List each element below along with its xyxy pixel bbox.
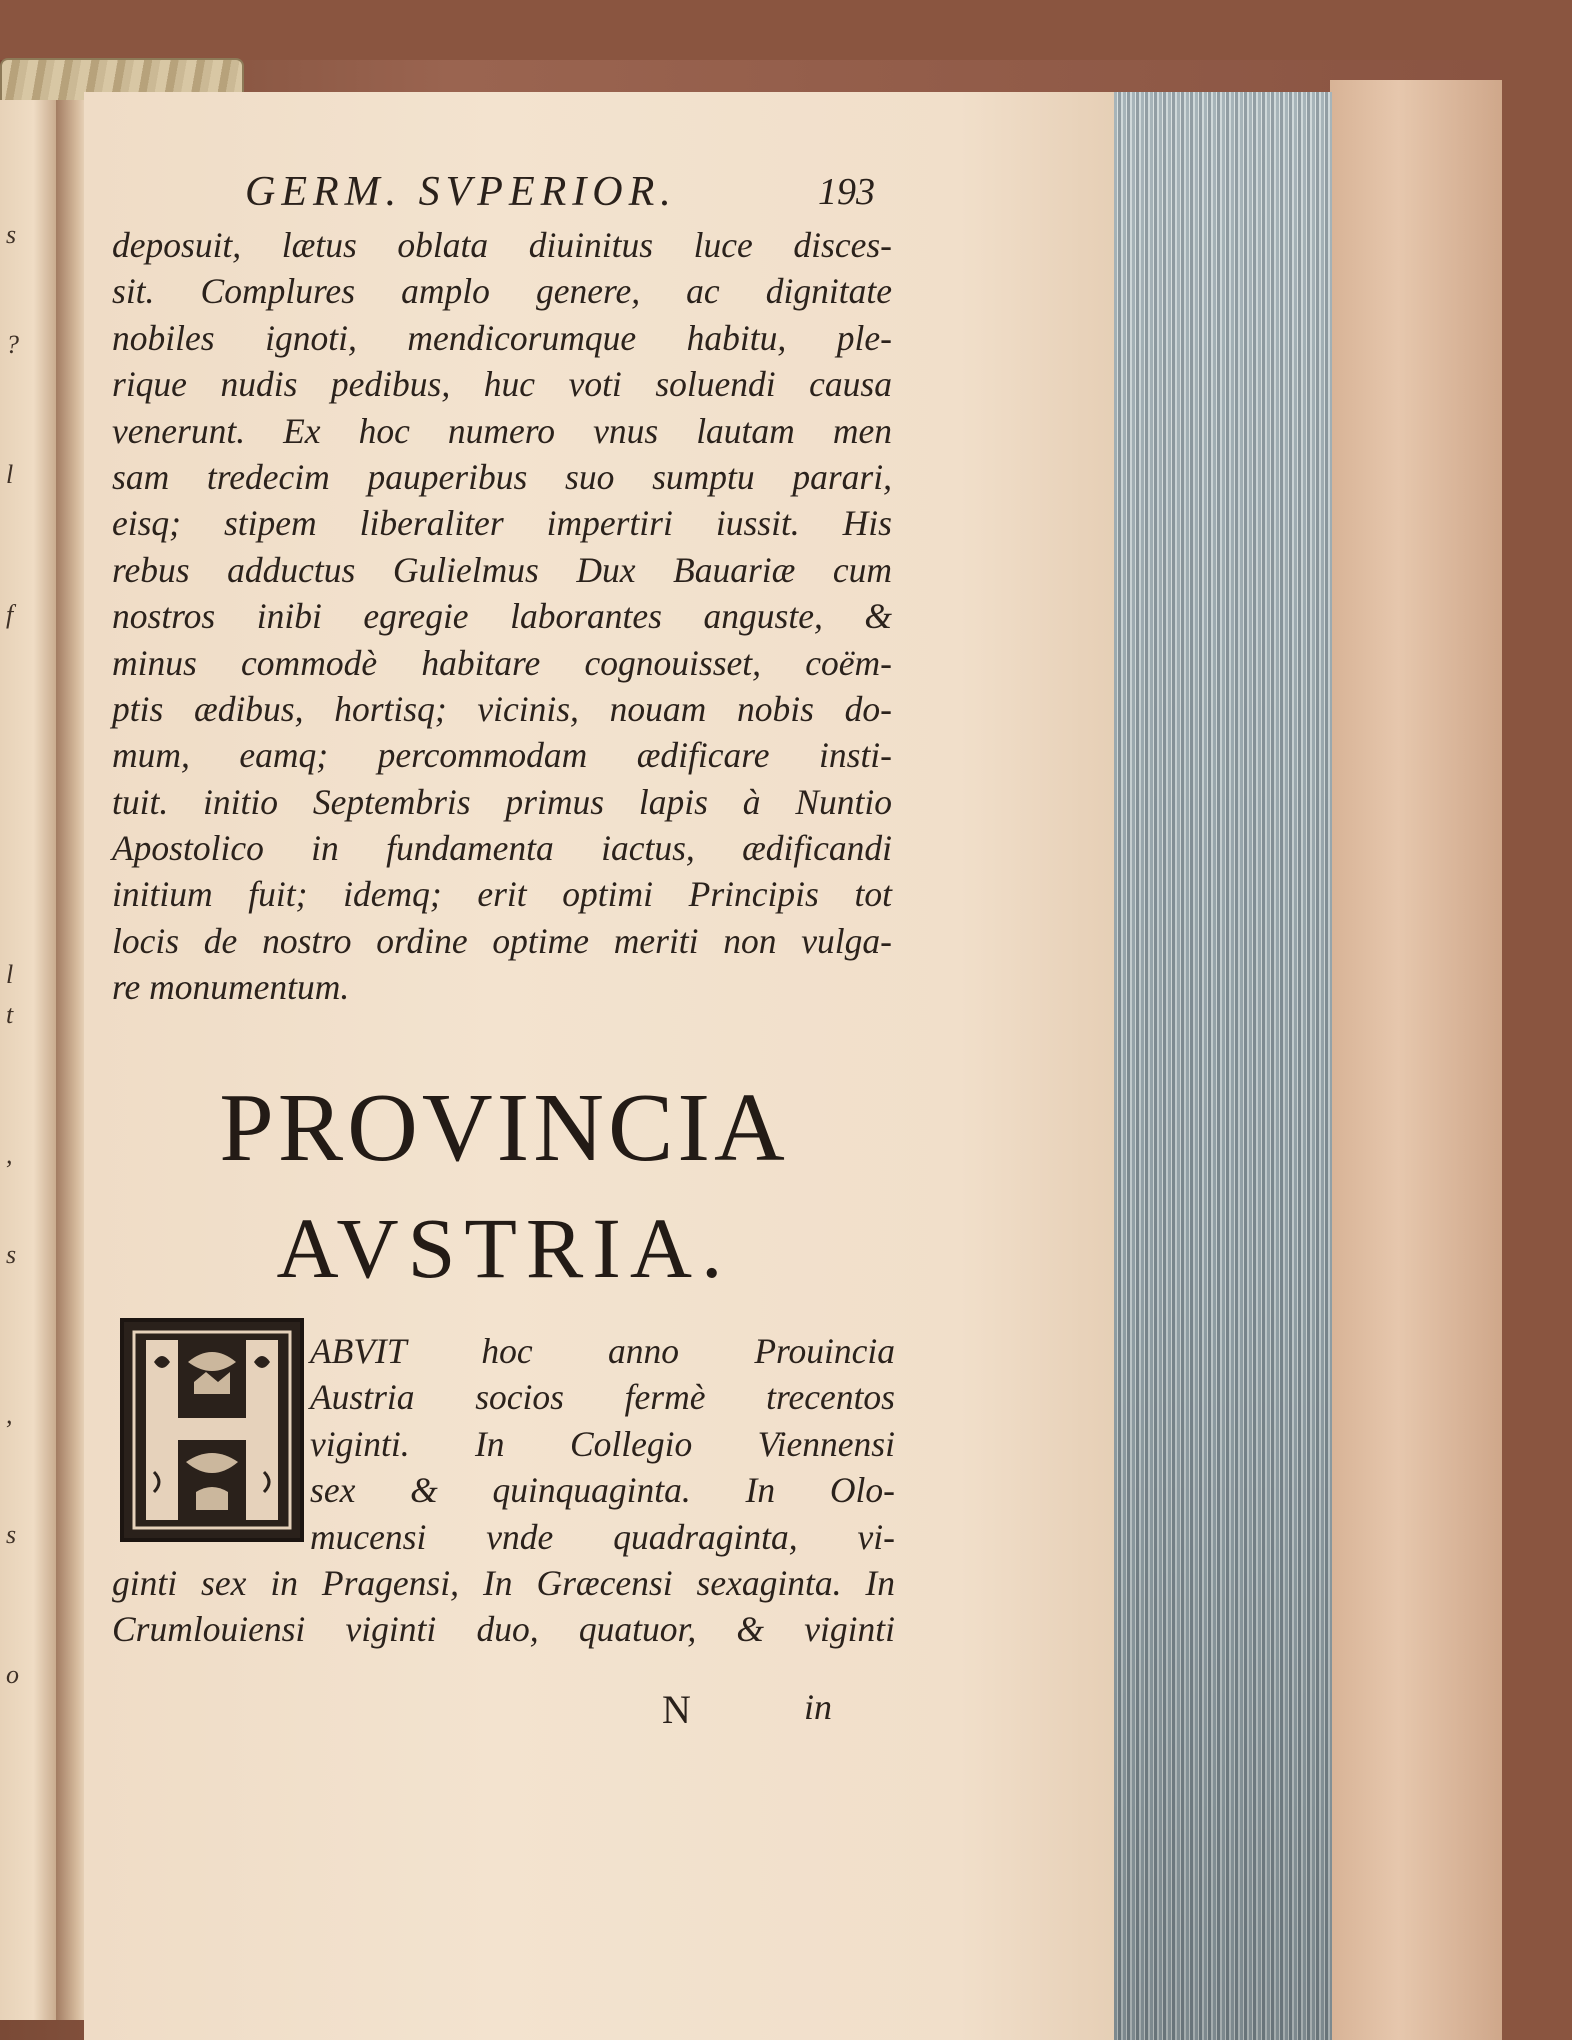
- page-header: [120, 168, 920, 228]
- text-line: nobiles ignoti, mendicorumque habitu, ple-: [112, 317, 892, 358]
- page-number: 193: [818, 171, 875, 213]
- text-line: sex & quinquaginta. In Olo-: [310, 1470, 895, 1511]
- text-line: locis de nostro ordine optime meriti non vulga-: [112, 920, 892, 961]
- text-line: sam tredecim pauperibus suo sumptu parari,: [112, 456, 892, 497]
- signature-mark: N: [662, 1687, 691, 1732]
- text-line: venerunt. Ex hoc numero vnus lautam men: [112, 410, 892, 451]
- decorated-initial-h: [120, 1318, 304, 1542]
- text-line: mum, eamq; percommodam ædificare insti-: [112, 735, 892, 776]
- text-line: initium fuit; idemq; erit optimi Principis tot: [112, 874, 892, 915]
- text-line: rebus adductus Gulielmus Dux Bauariæ cum: [112, 549, 892, 590]
- text-line: Crumlouiensi viginti duo, quatuor, & viginti: [112, 1609, 895, 1650]
- text-line: ptis ædibus, hortisq; vicinis, nouam nobis do-: [112, 688, 892, 729]
- gutter: [56, 100, 86, 2020]
- section-heading-line2: AVSTRIA.: [276, 1200, 732, 1296]
- text-line: ginti sex in Pragensi, In Græcensi sexaginta. In: [112, 1563, 895, 1603]
- austria-paragraph: [310, 1328, 895, 1560]
- main-text-block: [112, 222, 892, 1011]
- woodcut-ornament-icon: [124, 1322, 300, 1538]
- text-line: deposuit, lætus oblata diuinitus luce disces-: [112, 225, 892, 265]
- back-cover: [1330, 80, 1502, 2040]
- text-line: sit. Complures amplo genere, ac dignitate: [112, 271, 892, 312]
- fore-edge-shading: [1100, 92, 1332, 2040]
- text-line: ABVIT hoc anno Prouincia: [310, 1331, 895, 1371]
- text-line: re monumentum.: [112, 967, 350, 1008]
- text-line: mucensi vnde quadraginta, vi-: [310, 1516, 895, 1557]
- austria-paragraph-continued: [112, 1560, 895, 1653]
- text-line: rique nudis pedibus, huc voti soluendi causa: [112, 364, 892, 405]
- text-line: minus commodè habitare cognouisset, coëm-: [112, 642, 892, 683]
- text-line: Apostolico in fundamenta iactus, ædificandi: [112, 828, 892, 869]
- text-line: Austria socios fermè trecentos: [310, 1377, 895, 1418]
- text-line: eisq; stipem liberaliter impertiri iussit. His: [112, 503, 892, 544]
- left-page-edge: s ? l f l t , s , s o: [0, 100, 56, 2020]
- text-line: nostros inibi egregie laborantes anguste, &: [112, 596, 892, 637]
- text-line: viginti. In Collegio Viennensi: [310, 1423, 895, 1464]
- section-heading-line1: PROVINCIA: [219, 1074, 789, 1182]
- text-line: tuit. initio Septembris primus lapis à Nuntio: [112, 781, 892, 822]
- running-head: GERM. SVPERIOR.: [245, 169, 677, 215]
- catchword: in: [804, 1687, 833, 1727]
